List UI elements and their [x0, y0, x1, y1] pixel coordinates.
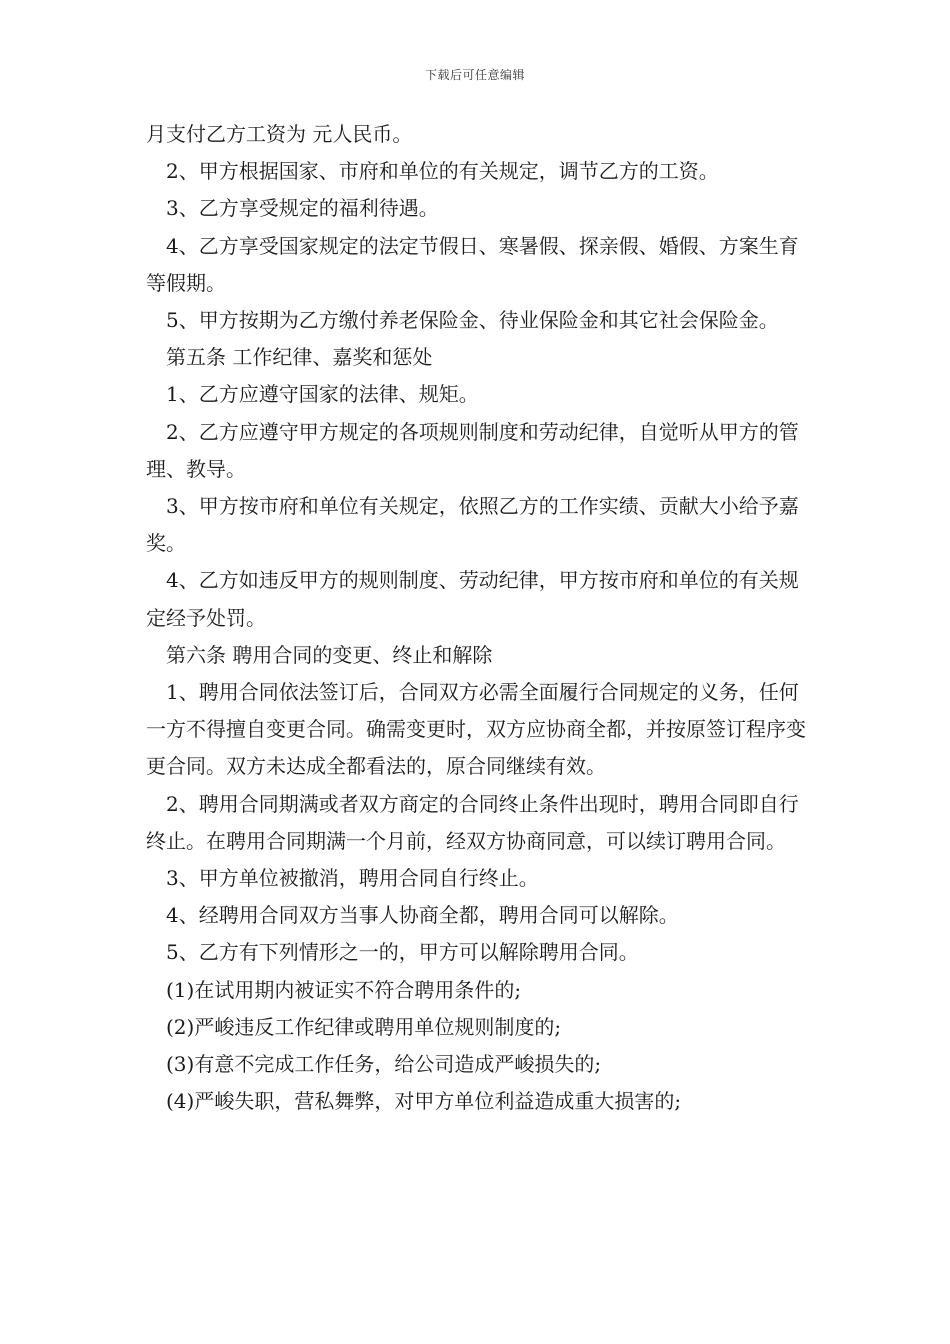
paragraph: 2、甲方根据国家、市府和单位的有关规定，调节乙方的工资。 [166, 159, 719, 184]
paragraph: 5、甲方按期为乙方缴付养老保险金、待业保险金和其它社会保险金。 [166, 308, 779, 333]
paragraph: 3、甲方按市府和单位有关规定，依照乙方的工作实绩、贡献大小给予嘉奖。 [146, 494, 799, 556]
list-item: (1)在试用期内被证实不符合聘用条件的; [166, 977, 522, 1002]
section-heading: 第五条 工作纪律、嘉奖和惩处 [166, 345, 433, 370]
list-item: (2)严峻违反工作纪律或聘用单位规则制度的; [166, 1014, 562, 1039]
list-item: (3)有意不完成工作任务，给公司造成严峻损失的; [166, 1052, 602, 1077]
paragraph: 4、乙方享受国家规定的法定节假日、寒暑假、探亲假、婚假、方案生育等假期。 [146, 233, 799, 295]
page-header: 下载后可任意编辑 [424, 68, 525, 82]
paragraph: 1、乙方应遵守国家的法律、规矩。 [166, 382, 479, 407]
paragraph: 月支付乙方工资为 元人民币。 [146, 122, 413, 146]
paragraph: 1、聘用合同依法签订后，合同双方必需全面履行合同规定的义务，任何一方不得擅自变更合同。确需变更时，双方应协商全都，并按原签订程序变更合同。双方未达成全都看法的，原合同继续有效。 [146, 680, 806, 779]
paragraph: 3、乙方享受规定的福利待遇。 [166, 196, 439, 221]
section-heading: 第六条 聘用合同的变更、终止和解除 [166, 642, 493, 667]
paragraph: 4、乙方如违反甲方的规则制度、劳动纪律，甲方按市府和单位的有关规定经予处罚。 [146, 568, 799, 630]
paragraph: 2、聘用合同期满或者双方商定的合同终止条件出现时，聘用合同即自行终止。在聘用合同期满一个月前，经双方协商同意，可以续订聘用合同。 [146, 791, 799, 853]
paragraph: 4、经聘用合同双方当事人协商全都，聘用合同可以解除。 [166, 903, 679, 928]
list-item: (4)严峻失职，营私舞弊，对甲方单位利益造成重大损害的; [166, 1089, 682, 1114]
paragraph: 3、甲方单位被撤消，聘用合同自行终止。 [166, 866, 539, 891]
document-body [146, 116, 810, 1120]
paragraph: 5、乙方有下列情形之一的，甲方可以解除聘用合同。 [166, 940, 639, 965]
paragraph: 2、乙方应遵守甲方规定的各项规则制度和劳动纪律，自觉听从甲方的管理、教导。 [146, 419, 799, 481]
